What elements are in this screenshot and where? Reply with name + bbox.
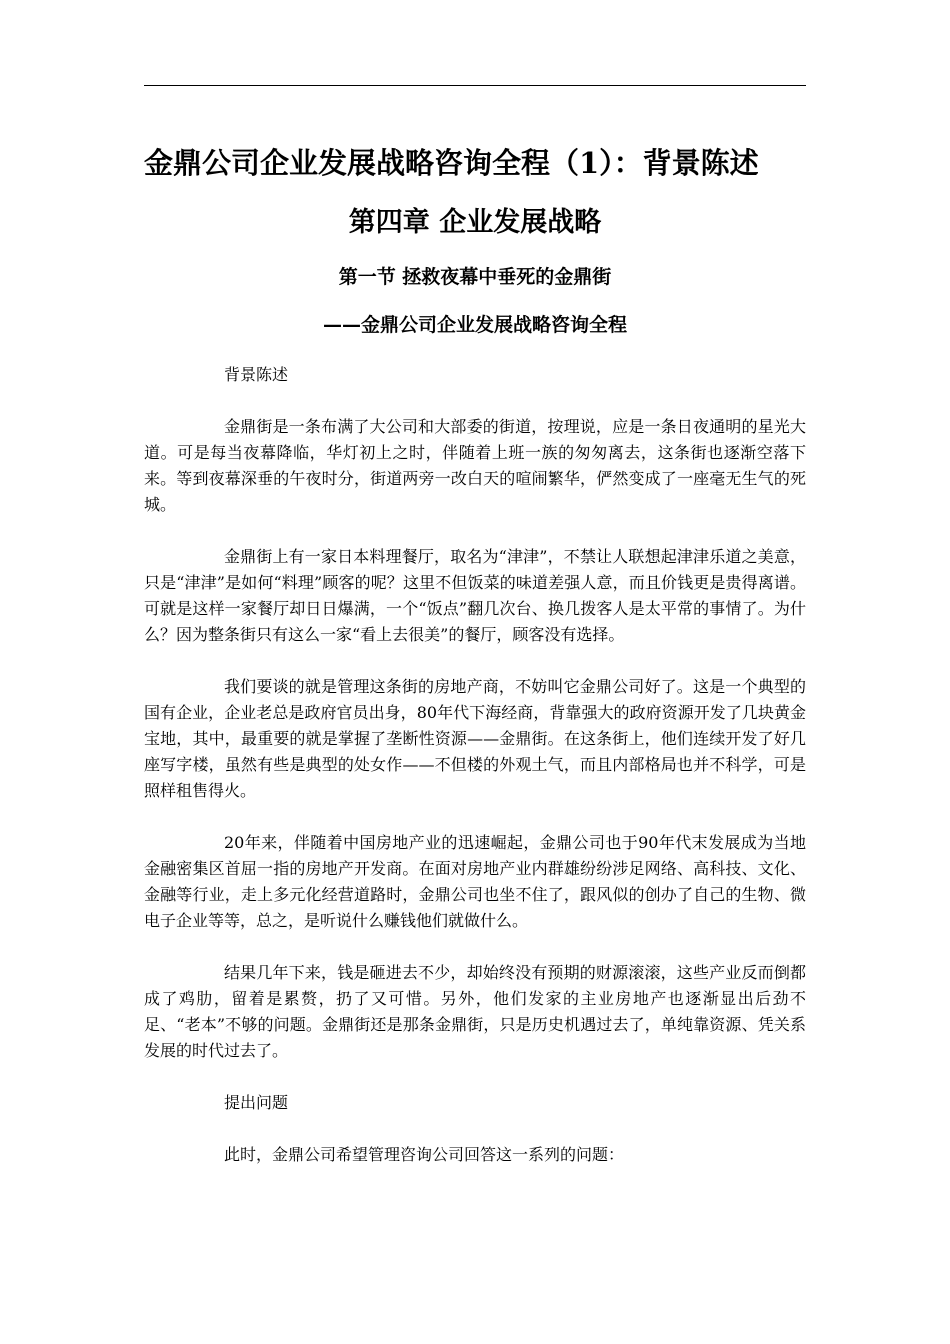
chapter-title: 第四章 企业发展战略 — [348, 207, 602, 238]
paragraph-5: 结果几年下来，钱是砸进去不少，却始终没有预期的财源滚滚，这些产业反而倒都成了鸡肋，留着是累赘，扔了又可惜。另外，他们发家的主业房地产也逐渐显出后劲不足、“老本”不够的问题。金鼎街还是那条金鼎街，只是历史机遇过去了，单纯靠资源、凭关系发展的时代过去了。 — [144, 963, 806, 1060]
heading-question: 提出问题 — [224, 1093, 289, 1112]
paragraph-1: 金鼎街是一条布满了大公司和大部委的街道，按理说，应是一条日夜通明的星光大道。可是每当夜幕降临，华灯初上之时，伴随着上班一族的匆匆离去，这条街也逐渐空落下来。等到夜幕深垂的午夜时分，街道两旁一改白天的喧闹繁华，俨然变成了一座毫无生气的死城。 — [144, 417, 806, 514]
paragraph-3: 我们要谈的就是管理这条街的房地产商，不妨叫它金鼎公司好了。这是一个典型的国有企业，企业老总是政府官员出身，80年代下海经商，背靠强大的政府资源开发了几块黄金宝地，其中，最重要的就是掌握了垄断性资源——金鼎街。在这条街上，他们连续开发了好几座写字楼，虽然有些是典型的处女作——不但楼的外观土气，而且内部格局也并不科学，可是照样租售得火。 — [144, 677, 806, 800]
header-rule — [144, 85, 806, 86]
section-subtitle: ——金鼎公司企业发展战略咨询全程 — [322, 314, 627, 336]
closing-paragraph: 此时，金鼎公司希望管理咨询公司回答这一系列的问题： — [224, 1145, 625, 1164]
paragraph-4: 20年来，伴随着中国房地产业的迅速崛起，金鼎公司也于90年代末发展成为当地金融密集区首屈一指的房地产开发商。在面对房地产业内群雄纷纷涉足网络、高科技、文化、金融等行业，走上多元化经营道路时，金鼎公司也坐不住了，跟风似的创办了自己的生物、微电子企业等等，总之，是听说什么赚钱他们就做什么。 — [144, 833, 806, 930]
heading-background: 背景陈述 — [224, 365, 289, 384]
document-body — [144, 362, 806, 1194]
section-title: 第一节 拯救夜幕中垂死的金鼎街 — [338, 266, 612, 288]
document-title: 金鼎公司企业发展战略咨询全程（1）：背景陈述 — [144, 146, 759, 180]
paragraph-2: 金鼎街上有一家日本料理餐厅，取名为“津津”，不禁让人联想起津津乐道之美意，只是“津津”是如何“料理”顾客的呢？这里不但饭菜的味道差强人意，而且价钱更是贵得离谱。可就是这样一家餐厅却日日爆满，一个“饭点”翻几次台、换几拨客人是太平常的事情了。为什么？因为整条街只有这么一家“看上去很美”的餐厅，顾客没有选择。 — [144, 547, 806, 644]
